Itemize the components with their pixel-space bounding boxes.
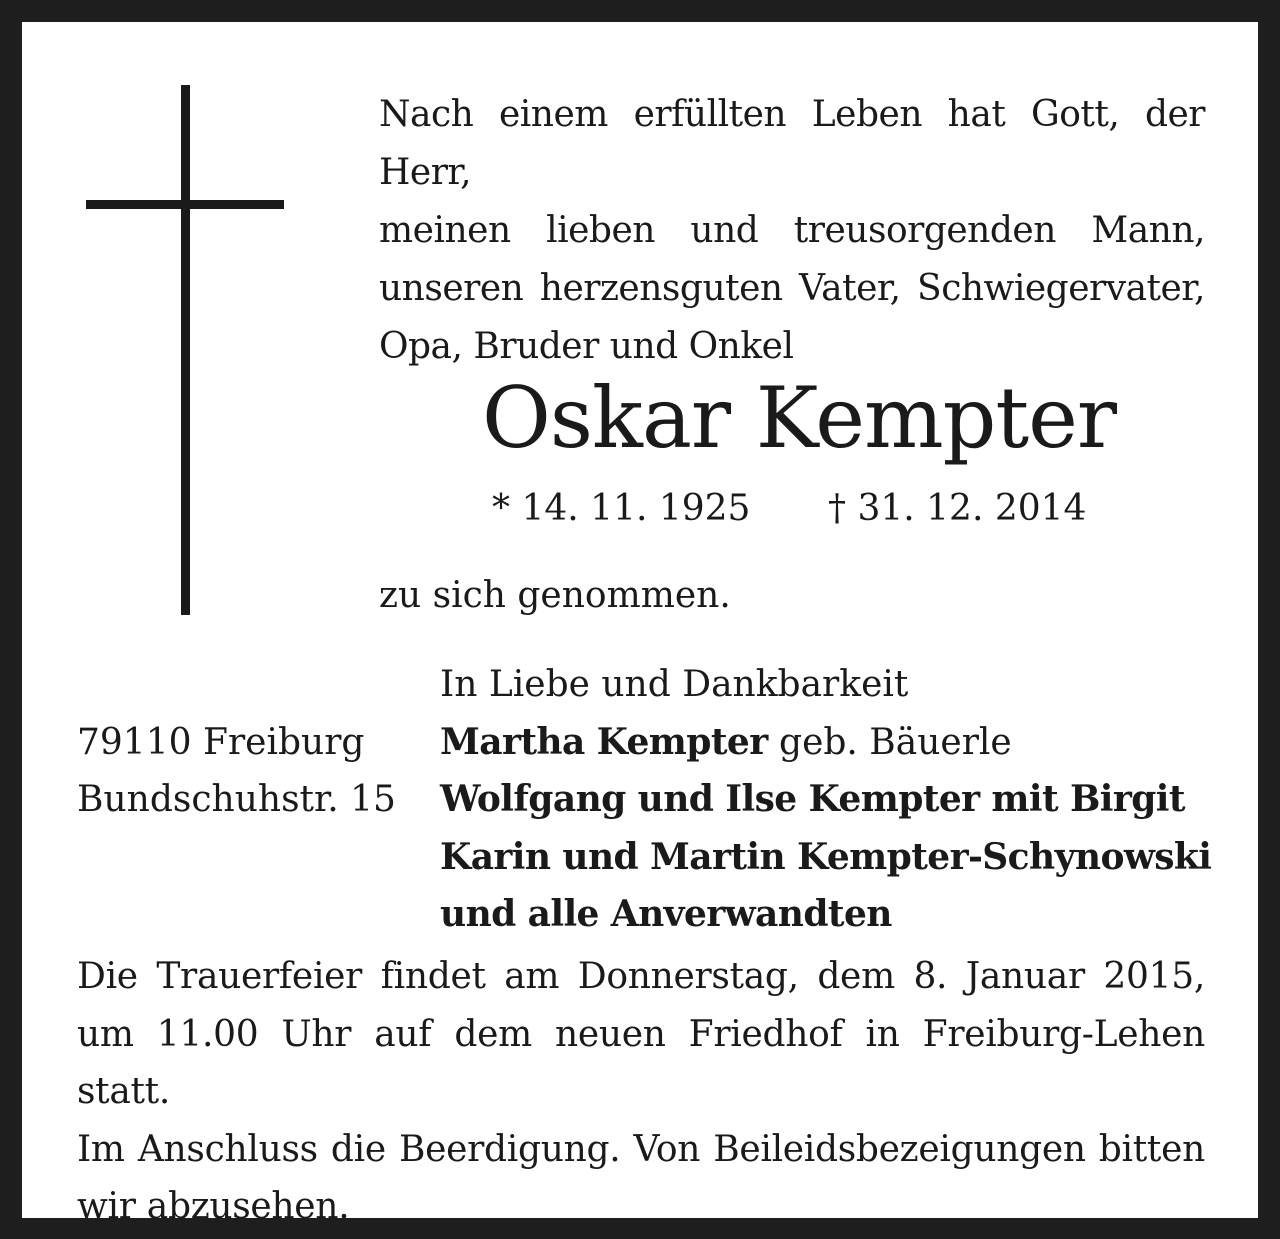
deceased-name: Oskar Kempter — [481, 369, 1117, 467]
widow-name: Martha Kempter — [440, 720, 768, 763]
intro-line: unseren herzensguten Vater, Schwiegervater, — [379, 268, 1205, 309]
intro-paragraph — [379, 86, 1205, 376]
funeral-info-line: Die Trauerfeier findet am Donnerstag, dem 8. Januar 2015, — [77, 956, 1205, 997]
intro-line: Nach einem erfüllten Leben hat Gott, der Herr, — [379, 94, 1205, 193]
death-date: † 31. 12. 2014 — [828, 488, 1087, 529]
address-city: 79110 Freiburg — [77, 722, 365, 763]
mourner-family: und alle Anverwandten — [440, 893, 892, 935]
funeral-info-line: wir abzusehen. — [77, 1186, 350, 1227]
funeral-info-line: Im Anschluss die Beerdigung. Von Beileidsbezeigungen bitten — [77, 1128, 1205, 1170]
taken-text: zu sich genommen. — [379, 575, 731, 616]
cross-icon-horizontal-bar — [86, 200, 284, 209]
address-street: Bundschuhstr. 15 — [77, 779, 396, 820]
mourner-family: Karin und Martin Kempter-Schynowski — [440, 835, 1212, 878]
funeral-info-line: um 11.00 Uhr auf dem neuen Friedhof in Freiburg-Lehen statt. — [77, 1013, 1205, 1112]
mourner-family: Wolfgang und Ilse Kempter mit Birgit — [440, 778, 1185, 820]
intro-line: meinen lieben und treusorgenden Mann, — [379, 210, 1205, 251]
funeral-info — [77, 948, 1205, 1236]
mourners-list — [440, 656, 1211, 944]
widow-maiden-name: geb. Bäuerle — [767, 721, 1012, 763]
birth-date: * 14. 11. 1925 — [492, 488, 751, 529]
mourner-widow — [440, 714, 1211, 772]
obituary-notice — [22, 22, 1258, 1227]
mourners-intro: In Liebe und Dankbarkeit — [440, 664, 909, 705]
family-address — [77, 714, 396, 828]
intro-line: Opa, Bruder und Onkel — [379, 326, 794, 367]
cross-icon-vertical-bar — [181, 85, 190, 615]
